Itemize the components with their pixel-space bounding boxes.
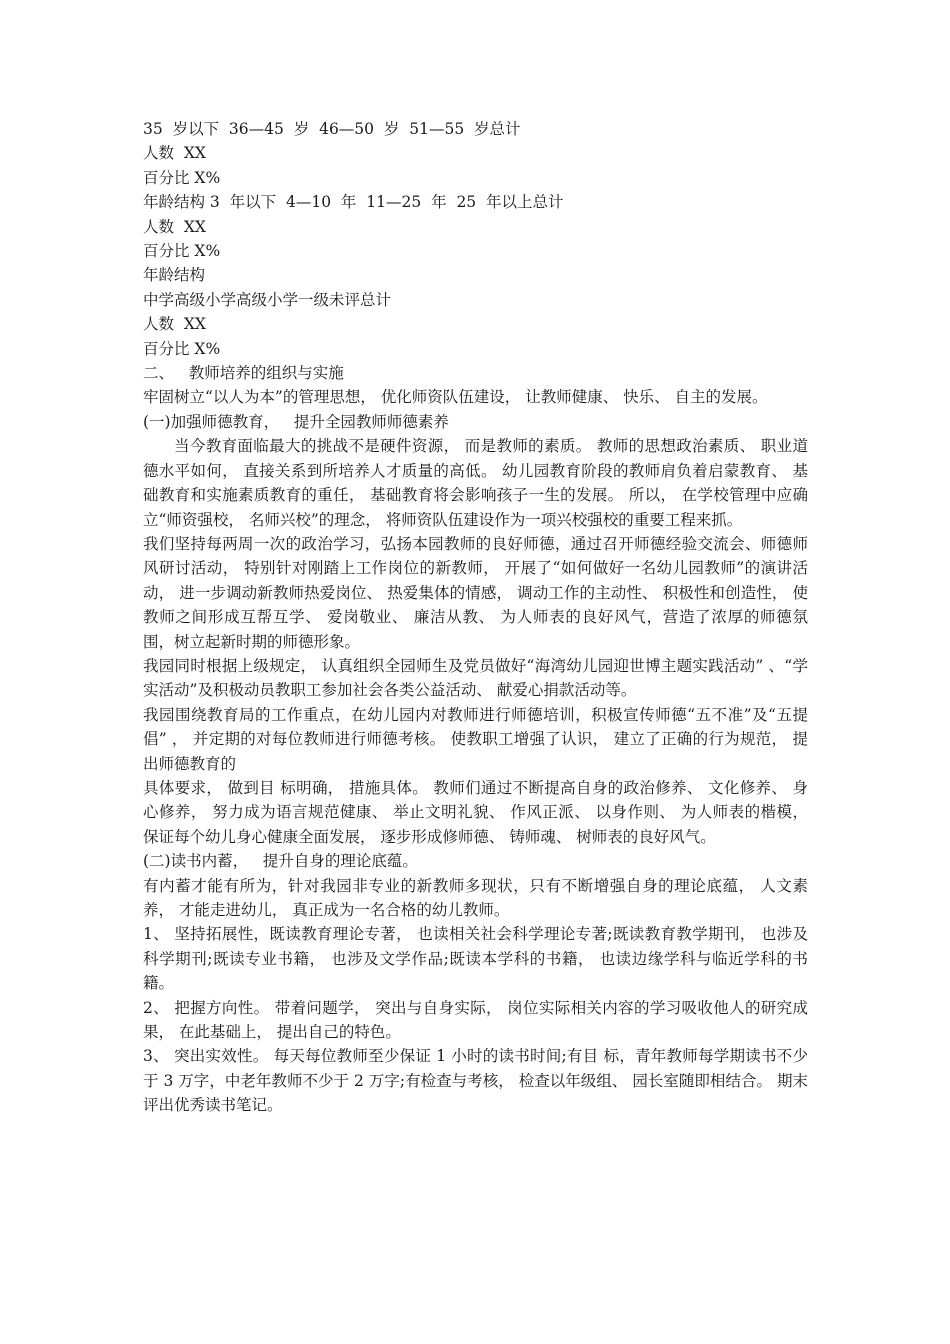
table-header-age: 35 岁以下 36—45 岁 46—50 岁 51—55 岁总计 xyxy=(143,120,521,138)
body-paragraph: 有内蓄才能有所为，针对我园非专业的新教师多现状，只有不断增强自身的理论底蕴， 人文素养， 才能走进幼儿， 真正成为一名合格的幼儿教师。 xyxy=(143,876,808,919)
list-item: 3、 突出实效性。 每天每位教师至少保证 1 小时的读书时间;有目 标，青年教师每学期读书不少于 3 万字，中老年教师不少于 2 万字;有检查与考核， 检查以年级组、 园长室随即相结合。 期末评出优秀读书笔记。 xyxy=(143,1047,808,1115)
table-label-structure: 年龄结构 xyxy=(143,266,206,285)
list-item: 1、 坚持拓展性，既读教育理论专著， 也读相关社会科学理论专著;既读教育教学期刊， 也涉及科学期刊;既读专业书籍， 也涉及文学作品;既读本学科的书籍， 也读边缘学科与临近学科的书籍。 xyxy=(143,925,808,993)
list-item: 2、 把握方向性。 带着问题学， 突出与自身实际， 岗位实际相关内容的学习吸收他人的研究成果， 在此基础上， 提出自己的特色。 xyxy=(143,998,808,1042)
table-header-title: 中学高级小学高级小学一级未评总计 xyxy=(143,290,392,309)
subsection-heading: (二)读书内蓄， 提升自身的理论底蕴。 xyxy=(143,852,418,871)
table-row-count: 人数 XX xyxy=(143,144,206,163)
table-header-years: 年龄结构 3 年以下 4—10 年 11—25 年 25 年以上总计 xyxy=(143,193,564,212)
body-paragraph: 当今教育面临最大的挑战不是硬件资源， 而是教师的素质。 教师的思想政治素质、 职业道德水平如何， 直接关系到所培养人才质量的高低。 幼儿园教育阶段的教师肩负着启蒙教育、 基础教育和实施素质教育的重任， 基础教育将会影响孩子一生的发展。 所以， 在学校管理中应确立“师资强校， 名师兴校”的理念， 将师资队伍建设作为一项兴校强校的重要工程来抓。 xyxy=(143,437,808,529)
table-row-count: 人数 XX xyxy=(143,315,206,334)
table-row-percent: 百分比 X% xyxy=(143,242,221,261)
subsection-heading: (一)加强师德教育， 提升全园教师师德素养 xyxy=(143,412,449,431)
section-heading: 二、 教师培养的组织与实施 xyxy=(143,364,344,383)
table-row-percent: 百分比 X% xyxy=(143,168,221,187)
intro-paragraph: 牢固树立“以人为本”的管理思想， 优化师资队伍建设， 让教师健康、 快乐、 自主的发展。 xyxy=(143,388,768,407)
body-paragraph: 具体要求， 做到目 标明确， 措施具体。 教师们通过不断提高自身的政治修养、 文化修养、 身心修养， 努力成为语言规范健康、 举止文明礼貌、 作风正派、 以身作则、 为人师表的楷模， 保证每个幼儿身心健康全面发展， 逐步形成修师德、 铸师魂、 树师表的良好风气。 xyxy=(143,778,808,846)
document-body xyxy=(143,117,808,1118)
body-paragraph: 我园围绕教育局的工作重点，在幼儿园内对教师进行师德培训，积极宣传师德“五不准”及“五提倡” ， 并定期的对每位教师进行师德考核。 使教职工增强了认识， 建立了正确的行为规范， 提出师德教育的 xyxy=(143,705,808,773)
body-paragraph: 我园同时根据上级规定， 认真组织全园师生及党员做好“海湾幼儿园迎世博主题实践活动” 、“学实活动”及积极动员教职工参加社会各类公益活动、 献爱心捐款活动等。 xyxy=(143,656,808,700)
table-row-percent: 百分比 X% xyxy=(143,339,221,358)
table-row-count: 人数 XX xyxy=(143,217,206,236)
body-paragraph: 我们坚持每两周一次的政治学习，弘扬本园教师的良好师德，通过召开师德经验交流会、师德师风研讨活动， 特别针对刚踏上工作岗位的新教师， 开展了“如何做好一名幼儿园教师”的演讲活动， 进一步调动新教师热爱岗位、 热爱集体的情感， 调动工作的主动性、 积极性和创造性， 使教师之间形成互帮互学、 爱岗敬业、 廉洁从教、 为人师表的良好风气，营造了浓厚的师德氛围，树立起新时期的师德形象。 xyxy=(143,534,808,651)
